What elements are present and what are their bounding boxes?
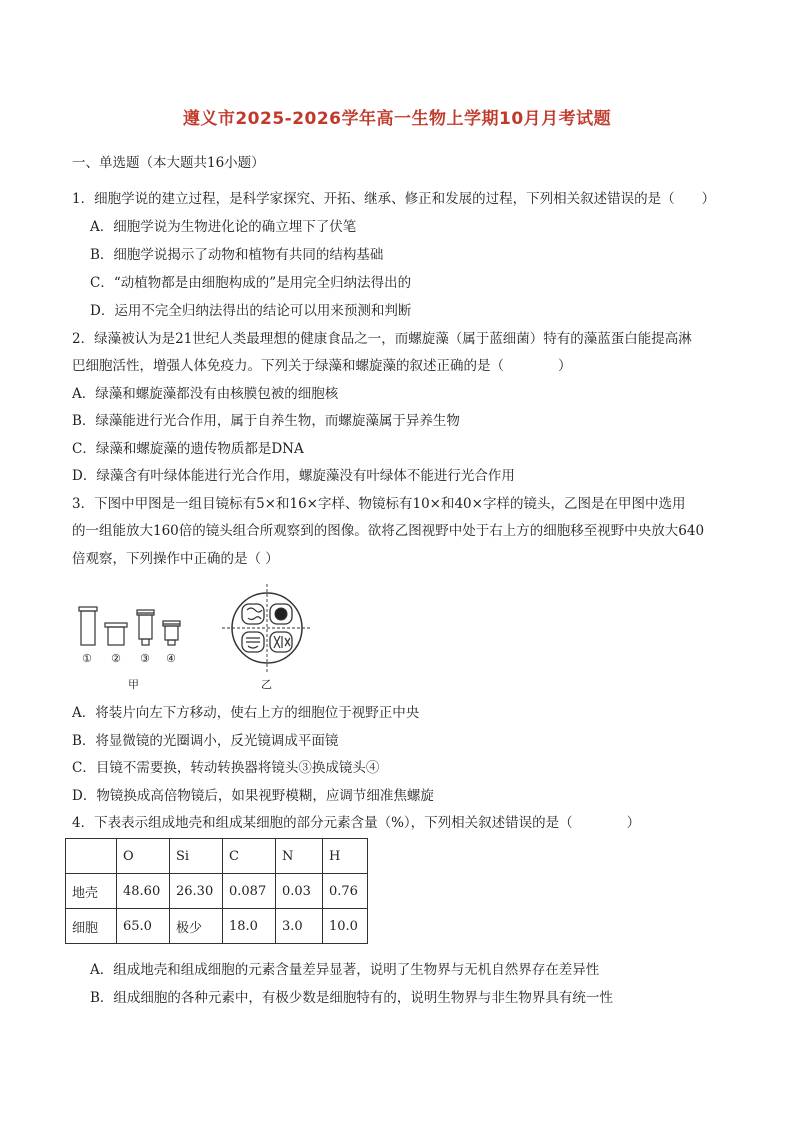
- question-4-option-a: A．组成地壳和组成细胞的元素含量差异显著，说明了生物界与无机自然界存在差异性: [90, 962, 600, 978]
- question-2-option-a: A．绿藻和螺旋藻都没有由核膜包被的细胞核: [72, 386, 339, 402]
- question-2-stem-line1: 2．绿藻被认为是21世纪人类最理想的健康食品之一，而螺旋藻（属于蓝细菌）特有的藻蓝蛋白能提高淋: [72, 331, 692, 347]
- question-3-stem-line3: 倍观察，下列操作中正确的是（ ）: [72, 551, 279, 567]
- question-3-stem-line2: 的一组能放大160倍的镜头组合所观察到的图像。欲将乙图视野中处于右上方的细胞移至视野中央放大640: [72, 523, 705, 539]
- table-cell: [66, 839, 117, 874]
- question-4-stem: 4．下表表示组成地壳和组成某细胞的部分元素含量（%），下列相关叙述错误的是（ ）: [72, 815, 641, 831]
- table-cell: 极少: [170, 909, 223, 944]
- question-1-option-d: D．运用不完全归纳法得出的结论可以用来预测和判断: [90, 303, 412, 319]
- table-cell: 地壳: [66, 874, 117, 909]
- question-3-stem-line1: 3．下图中甲图是一组目镜标有5×和16×字样、物镜标有10×和40×字样的镜头，乙图是在甲图中选用: [72, 496, 686, 512]
- lens-label-3: ③: [140, 652, 150, 665]
- question-1-option-a: A．细胞学说为生物进化论的确立埋下了伏笔: [90, 219, 357, 235]
- table-cell: 10.0: [323, 909, 368, 944]
- table-cell: O: [117, 839, 170, 874]
- question-2-option-d: D．绿藻含有叶绿体能进行光合作用，螺旋藻没有叶绿体不能进行光合作用: [72, 468, 515, 484]
- table-row: [66, 874, 368, 909]
- lens-label-2: ②: [111, 652, 121, 665]
- question-1-stem: 1．细胞学说的建立过程，是科学家探究、开拓、继承、修正和发展的过程，下列相关叙述错误的是（ ）: [72, 191, 716, 207]
- table-cell: 26.30: [170, 874, 223, 909]
- question-3-option-b: B．将显微镜的光圈调小，反光镜调成平面镜: [72, 733, 339, 749]
- lens-label-4: ④: [166, 652, 176, 665]
- question-2-option-b: B．绿藻能进行光合作用，属于自养生物，而螺旋藻属于异养生物: [72, 413, 460, 429]
- question-2-stem-line2: 巴细胞活性，增强人体免疫力。下列关于绿藻和螺旋藻的叙述正确的是（ ）: [72, 358, 572, 374]
- table-cell: N: [276, 839, 323, 874]
- table-cell: 0.03: [276, 874, 323, 909]
- question-1-option-b: B．细胞学说揭示了动物和植物有共同的结构基础: [90, 247, 384, 263]
- question-2-option-c: C．绿藻和螺旋藻的遗传物质都是DNA: [72, 441, 304, 457]
- table-cell: 0.76: [323, 874, 368, 909]
- table-cell: 0.087: [223, 874, 276, 909]
- question-4-option-b: B．组成细胞的各种元素中，有极少数是细胞特有的，说明生物界与非生物界具有统一性: [90, 990, 613, 1006]
- cell-bottom-right-icon: [270, 632, 292, 652]
- table-header-row: [66, 839, 368, 874]
- table-cell: H: [323, 839, 368, 874]
- question-3-option-d: D．物镜换成高倍物镜后，如果视野模糊，应调节细准焦螺旋: [72, 788, 434, 804]
- microscope-figure: [70, 580, 340, 695]
- table-row: [66, 909, 368, 944]
- question-3-option-c: C．目镜不需要换，转动转换器将镜头③换成镜头④: [72, 760, 380, 776]
- figure-label-yi: 乙: [261, 678, 272, 691]
- page-title: 遵义市2025-2026学年高一生物上学期10月月考试题: [182, 109, 612, 129]
- figure-label-jia: 甲: [128, 678, 139, 691]
- question-3-option-a: A．将装片向左下方移动，使右上方的细胞位于视野正中央: [72, 705, 420, 721]
- table-cell: 18.0: [223, 909, 276, 944]
- table-cell: 3.0: [276, 909, 323, 944]
- table-cell: 65.0: [117, 909, 170, 944]
- table-cell: 细胞: [66, 909, 117, 944]
- cell-top-left-icon: [242, 604, 264, 624]
- field-of-view-yi: [222, 584, 312, 672]
- table-cell: 48.60: [117, 874, 170, 909]
- question-1-option-c: C．“动植物都是由细胞构成的”是用完全归纳法得出的: [90, 275, 412, 291]
- section-heading: 一、单选题（本大题共16小题）: [72, 155, 265, 171]
- element-content-table: [65, 838, 368, 944]
- lens-label-1: ①: [82, 652, 92, 665]
- lens-group-jia: [79, 607, 180, 645]
- table-cell: C: [223, 839, 276, 874]
- table-cell: Si: [170, 839, 223, 874]
